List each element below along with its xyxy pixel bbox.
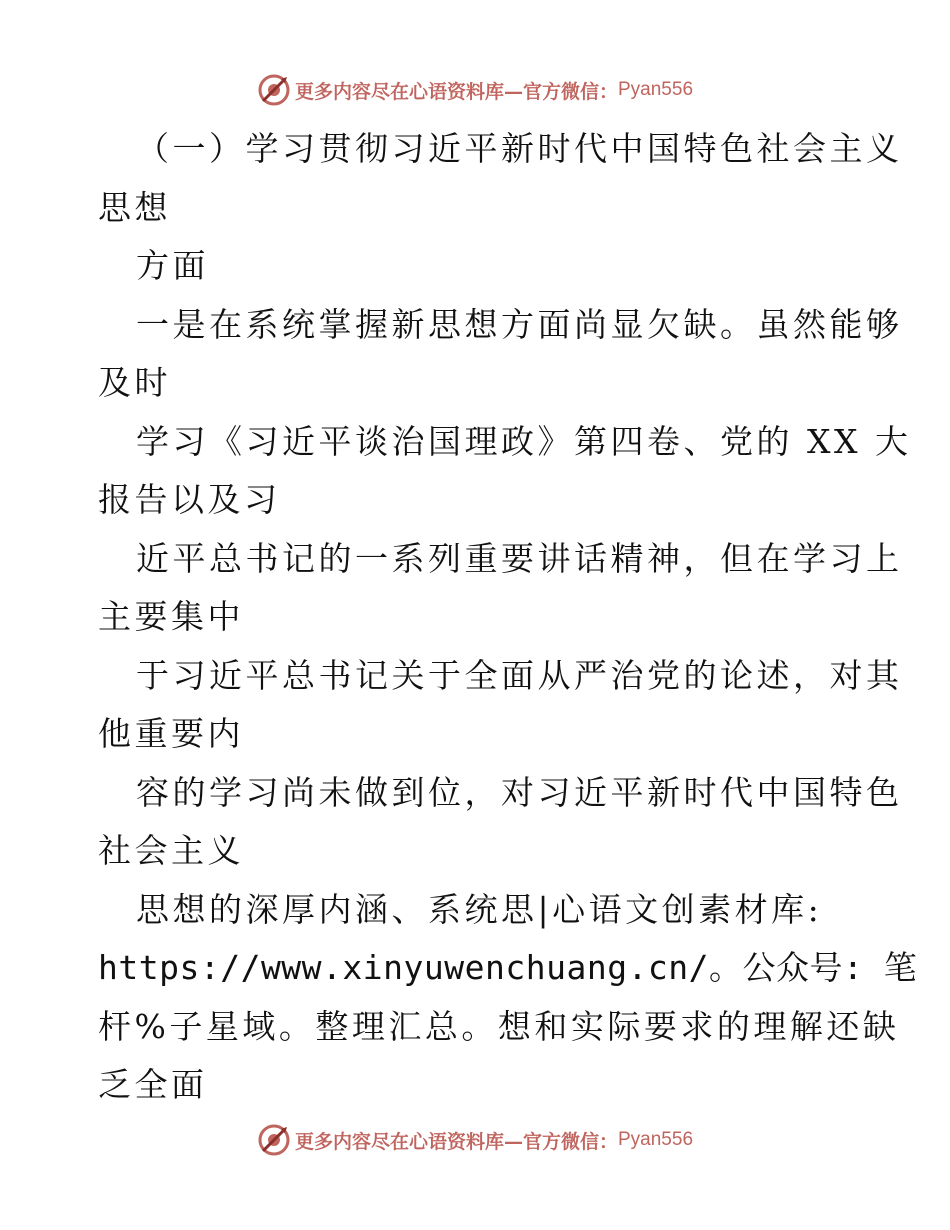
text-line: 乏全面 (98, 1065, 208, 1104)
text-line: 近平总书记的一系列重要讲话精神，但在学习上 (136, 538, 903, 578)
text-line: 思想 (98, 187, 171, 227)
text-line: 杆%子星域。整理汇总。想和实际要求的理解还缺 (98, 1006, 900, 1046)
text-line: 学习《习近平谈治国理政》第四卷、党的 XX 大 (136, 421, 912, 461)
text-line: 容的学习尚未做到位，对习近平新时代中国特色 (136, 772, 903, 812)
text-line: 及时 (98, 363, 171, 402)
watermark-handle: Pyan556 (618, 1129, 694, 1150)
text-line: 思想的深厚内涵、系统思|心语文创素材库: (136, 889, 823, 929)
text-line: 主要集中 (98, 597, 244, 636)
footer-watermark (0, 1120, 950, 1160)
logo-icon (257, 1123, 291, 1157)
text-line: 于习近平总书记关于全面从严治党的论述，对其 (136, 655, 903, 695)
text-line: （一）学习贯彻习近平新时代中国特色社会主义 (136, 129, 903, 168)
text-line: 社会主义 (98, 831, 244, 870)
text-line: 一是在系统掌握新思想方面尚显欠缺。虽然能够 (136, 304, 903, 344)
document-body (98, 120, 918, 1115)
watermark-handle: Pyan556 (618, 79, 694, 100)
text-line: 他重要内 (98, 714, 244, 753)
watermark-text: 更多内容尽在心语资料库—官方微信： (294, 1130, 618, 1153)
watermark-text: 更多内容尽在心语资料库—官方微信： (294, 80, 618, 103)
text-line: 报告以及习 (98, 480, 281, 519)
header-watermark (0, 70, 950, 110)
text-line-url: https://www.xinyuwenchuang.cn/。公众号: 笔 (98, 948, 918, 987)
text-line: 方面 (136, 246, 209, 285)
logo-icon (257, 73, 291, 107)
